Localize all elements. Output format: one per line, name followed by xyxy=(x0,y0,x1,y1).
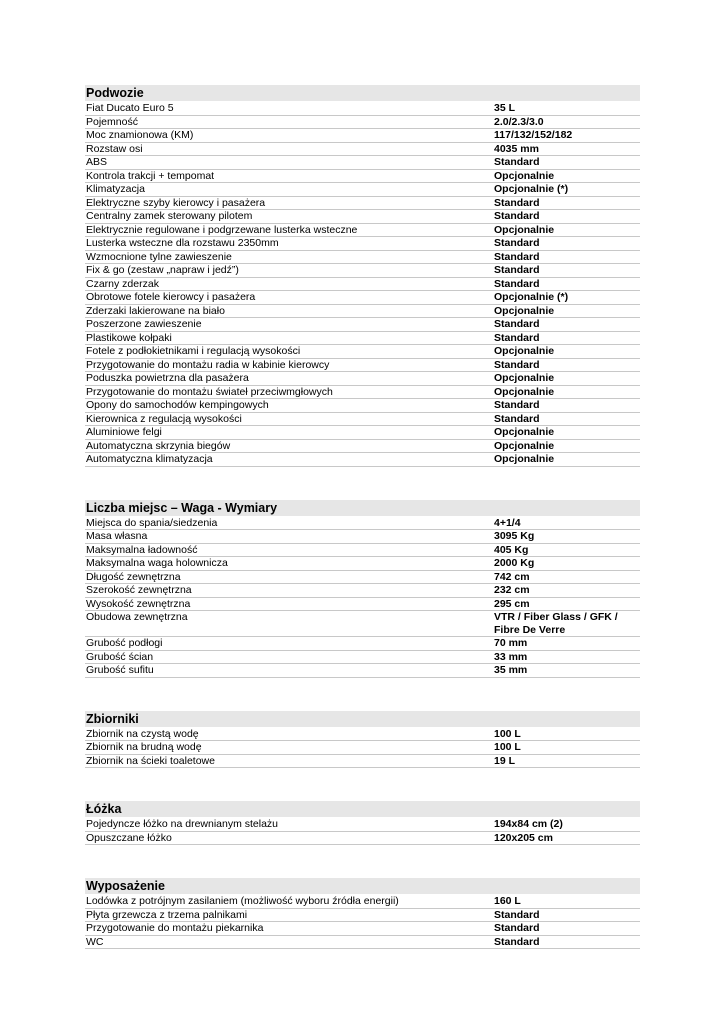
spec-label: Lusterka wsteczne dla rozstawu 2350mm xyxy=(86,237,279,249)
spec-value: Standard xyxy=(494,237,540,249)
spec-label: Grubość podłogi xyxy=(86,637,163,649)
spec-value: VTR / Fiber Glass / GFK / Fibre De Verre xyxy=(494,611,618,636)
spec-row xyxy=(85,237,640,251)
spec-row xyxy=(85,102,640,116)
spec-row xyxy=(85,664,640,678)
spec-row xyxy=(85,143,640,157)
spec-row xyxy=(85,116,640,130)
spec-value: 2000 Kg xyxy=(494,557,535,569)
spec-value: Opcjonalnie xyxy=(494,169,555,182)
spec-row xyxy=(85,197,640,211)
spec-value: 120x205 cm xyxy=(494,831,553,844)
spec-value: Standard xyxy=(494,399,540,411)
spec-row xyxy=(85,318,640,332)
spec-row xyxy=(85,557,640,571)
spec-row xyxy=(85,571,640,585)
spec-row xyxy=(85,895,640,909)
spec-value: 4+1/4 xyxy=(494,516,521,529)
spec-row xyxy=(85,413,640,427)
spec-value: Standard xyxy=(494,318,540,330)
spec-row xyxy=(85,426,640,440)
spec-label: ABS xyxy=(86,156,108,168)
spec-label: WC xyxy=(86,935,104,948)
spec-label: Aluminiowe felgi xyxy=(86,426,162,438)
spec-value: 35 mm xyxy=(494,664,528,676)
spec-label: Wzmocnione tylne zawieszenie xyxy=(86,250,232,263)
spec-value: Opcjonalnie xyxy=(494,372,555,384)
spec-label: Zbiornik na czystą wodę xyxy=(86,727,199,740)
spec-row xyxy=(85,224,640,238)
spec-row xyxy=(85,922,640,936)
spec-value: 295 cm xyxy=(494,597,530,610)
spec-label: Płyta grzewcza z trzema palnikami xyxy=(86,908,248,921)
spec-value: 742 cm xyxy=(494,570,530,583)
spec-row xyxy=(85,453,640,467)
spec-label: Poduszka powietrzna dla pasażera xyxy=(86,372,249,384)
spec-label: Maksymalna ładowność xyxy=(86,543,198,556)
spec-label: Obrotowe fotele kierowcy i pasażera xyxy=(86,291,256,303)
spec-label: Plastikowe kołpaki xyxy=(86,331,172,344)
spec-row xyxy=(85,183,640,197)
spec-label: Długość zewnętrzna xyxy=(86,570,181,583)
spec-label: Wysokość zewnętrzna xyxy=(86,597,191,610)
spec-label: Elektrycznie regulowane i podgrzewane lusterka wsteczne xyxy=(86,223,358,236)
spec-value: 100 L xyxy=(494,741,521,753)
spec-label: Elektryczne szyby kierowcy i pasażera xyxy=(86,196,266,209)
spec-row xyxy=(85,129,640,143)
spec-row xyxy=(85,598,640,612)
spec-value: Opcjonalnie (*) xyxy=(494,291,569,303)
section-title: Podwozie xyxy=(85,85,640,101)
spec-label: Zbiornik na ścieki toaletowe xyxy=(86,754,215,767)
spec-section xyxy=(85,801,640,845)
spec-label: Kontrola trakcji + tempomat xyxy=(86,169,215,182)
spec-row xyxy=(85,637,640,651)
spec-value: Opcjonalnie xyxy=(494,304,555,317)
spec-label: Pojemność xyxy=(86,115,138,128)
spec-value: 19 L xyxy=(494,754,516,767)
spec-label: Centralny zamek sterowany pilotem xyxy=(86,210,253,222)
spec-label: Czarny zderzak xyxy=(86,277,159,290)
spec-value: Opcjonalnie xyxy=(494,223,555,236)
spec-value: Standard xyxy=(494,156,540,168)
spec-label: Obudowa zewnętrzna xyxy=(86,611,188,623)
spec-label: Opuszczane łóżko xyxy=(86,831,172,844)
spec-label: Automatyczna skrzynia biegów xyxy=(86,439,231,452)
spec-value: 194x84 cm (2) xyxy=(494,818,563,830)
spec-row xyxy=(85,517,640,531)
spec-label: Przygotowanie do montażu świateł przeciwmgłowych xyxy=(86,385,333,398)
spec-value: 3095 Kg xyxy=(494,530,535,542)
spec-row xyxy=(85,728,640,742)
spec-value: Opcjonalnie xyxy=(494,439,555,452)
spec-row xyxy=(85,651,640,665)
spec-label: Szerokość zewnętrzna xyxy=(86,584,192,596)
spec-value: Standard xyxy=(494,277,540,290)
spec-row xyxy=(85,741,640,755)
spec-label: Moc znamionowa (KM) xyxy=(86,129,194,141)
spec-label: Masa własna xyxy=(86,530,148,542)
spec-value: 100 L xyxy=(494,727,521,740)
spec-value: Standard xyxy=(494,210,540,222)
spec-value: Standard xyxy=(494,250,540,263)
spec-row xyxy=(85,264,640,278)
spec-label: Grubość ścian xyxy=(86,650,154,663)
spec-section xyxy=(85,85,640,467)
spec-label: Przygotowanie do montażu piekarnika xyxy=(86,922,264,934)
spec-value: 232 cm xyxy=(494,584,530,596)
spec-value: 2.0/2.3/3.0 xyxy=(494,115,544,128)
spec-label: Maksymalna waga holownicza xyxy=(86,557,228,569)
spec-value: Standard xyxy=(494,922,540,934)
spec-row xyxy=(85,156,640,170)
spec-row xyxy=(85,909,640,923)
spec-value: Standard xyxy=(494,358,540,371)
spec-row xyxy=(85,305,640,319)
spec-row xyxy=(85,170,640,184)
spec-value: Standard xyxy=(494,331,540,344)
spec-label: Fiat Ducato Euro 5 xyxy=(86,102,174,114)
spec-value: Opcjonalnie xyxy=(494,426,555,438)
spec-row xyxy=(85,291,640,305)
spec-row xyxy=(85,936,640,950)
spec-label: Miejsca do spania/siedzenia xyxy=(86,516,218,529)
spec-label: Przygotowanie do montażu radia w kabinie kierowcy xyxy=(86,358,330,371)
section-title: Łóżka xyxy=(85,801,640,817)
spec-label: Opony do samochodów kempingowych xyxy=(86,399,269,411)
spec-value: 405 Kg xyxy=(494,543,529,556)
spec-row xyxy=(85,544,640,558)
spec-row xyxy=(85,359,640,373)
spec-value: Standard xyxy=(494,196,540,209)
spec-row xyxy=(85,440,640,454)
spec-row xyxy=(85,755,640,769)
spec-value: 117/132/152/182 xyxy=(494,129,573,141)
spec-row xyxy=(85,372,640,386)
spec-value: Standard xyxy=(494,412,540,425)
spec-label: Rozstaw osi xyxy=(86,142,143,155)
spec-label: Zbiornik na brudną wodę xyxy=(86,741,202,753)
spec-row xyxy=(85,332,640,346)
spec-row xyxy=(85,818,640,832)
section-title: Liczba miejsc – Waga - Wymiary xyxy=(85,500,640,516)
spec-row xyxy=(85,399,640,413)
spec-section xyxy=(85,878,640,949)
spec-label: Pojedyncze łóżko na drewnianym stelażu xyxy=(86,818,279,830)
spec-row xyxy=(85,278,640,292)
spec-section xyxy=(85,711,640,769)
spec-row xyxy=(85,584,640,598)
spec-value: 70 mm xyxy=(494,637,528,649)
spec-row xyxy=(85,832,640,846)
spec-row xyxy=(85,386,640,400)
spec-label: Poszerzone zawieszenie xyxy=(86,318,202,330)
spec-label: Kierownica z regulacją wysokości xyxy=(86,412,242,425)
spec-value: Standard xyxy=(494,264,540,276)
spec-label: Grubość sufitu xyxy=(86,664,154,676)
section-title: Zbiorniki xyxy=(85,711,640,727)
spec-row xyxy=(85,530,640,544)
spec-value: Opcjonalnie xyxy=(494,453,555,465)
spec-document xyxy=(85,85,640,949)
spec-value: 35 L xyxy=(494,102,516,114)
spec-row xyxy=(85,210,640,224)
spec-label: Lodówka z potrójnym zasilaniem (możliwość wyboru źródła energii) xyxy=(86,895,399,907)
spec-value: Opcjonalnie xyxy=(494,345,555,357)
spec-value: Opcjonalnie xyxy=(494,385,555,398)
spec-row xyxy=(85,345,640,359)
spec-section xyxy=(85,500,640,678)
section-title: Wyposażenie xyxy=(85,878,640,894)
spec-label: Fix & go (zestaw „napraw i jedź”) xyxy=(86,264,239,276)
spec-value: Standard xyxy=(494,935,540,948)
spec-value: Standard xyxy=(494,908,540,921)
spec-label: Klimatyzacja xyxy=(86,183,145,195)
spec-label: Fotele z podłokietnikami i regulacją wysokości xyxy=(86,345,301,357)
spec-label: Zderzaki lakierowane na biało xyxy=(86,304,225,317)
spec-value: 33 mm xyxy=(494,650,528,663)
spec-label: Automatyczna klimatyzacja xyxy=(86,453,213,465)
spec-value: Opcjonalnie (*) xyxy=(494,183,569,195)
spec-value: 160 L xyxy=(494,895,521,907)
spec-row xyxy=(85,251,640,265)
spec-value: 4035 mm xyxy=(494,142,539,155)
spec-row xyxy=(85,611,640,637)
